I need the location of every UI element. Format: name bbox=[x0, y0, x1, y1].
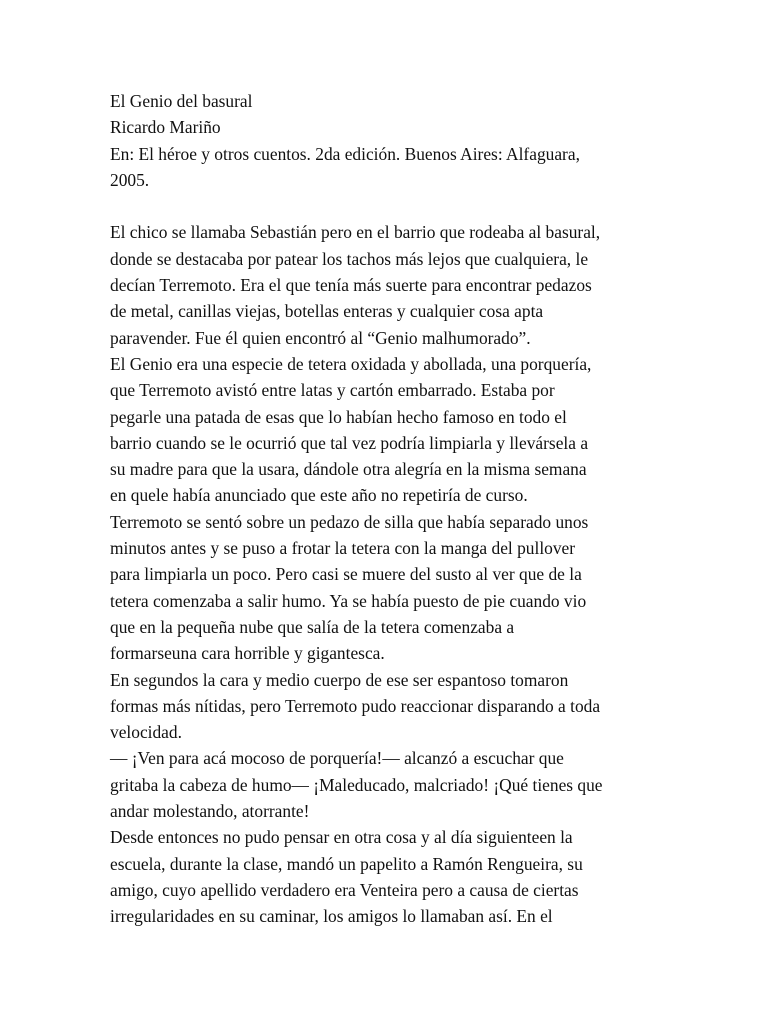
blank-line bbox=[110, 193, 670, 219]
body-line: escuela, durante la clase, mandó un papelito a Ramón Rengueira, su bbox=[110, 853, 583, 874]
body-line: — ¡Ven para acá mocoso de porquería!— alcanzó a escuchar que bbox=[110, 748, 564, 769]
body-line: para limpiarla un poco. Pero casi se muere del susto al ver que de la bbox=[110, 564, 582, 585]
body-line: de metal, canillas viejas, botellas enteras y cualquier cosa apta bbox=[110, 301, 544, 322]
body-line: En segundos la cara y medio cuerpo de ese ser espantoso tomaron bbox=[110, 669, 569, 690]
body-line: Terremoto se sentó sobre un pedazo de silla que había separado unos bbox=[110, 511, 589, 532]
body-line: andar molestando, atorrante! bbox=[110, 801, 310, 822]
body-line: gritaba la cabeza de humo— ¡Maleducado, malcriado! ¡Qué tienes que bbox=[110, 774, 603, 795]
source-citation-line-2: 2005. bbox=[110, 169, 150, 190]
body-line: amigo, cuyo apellido verdadero era Venteira pero a causa de ciertas bbox=[110, 879, 579, 900]
body-line: su madre para que la usara, dándole otra alegría en la misma semana bbox=[110, 459, 587, 480]
body-line: formarseuna cara horrible y gigantesca. bbox=[110, 643, 385, 664]
body-line: velocidad. bbox=[110, 722, 182, 743]
body-line: paravender. Fue él quien encontró al “Genio malhumorado”. bbox=[110, 327, 531, 348]
body-line: minutos antes y se puso a frotar la tetera con la manga del pullover bbox=[110, 538, 576, 559]
body-line: pegarle una patada de esas que lo habían hecho famoso en todo el bbox=[110, 406, 567, 427]
body-line: en quele había anunciado que este año no repetiría de curso. bbox=[110, 485, 528, 506]
body-line: tetera comenzaba a salir humo. Ya se había puesto de pie cuando vio bbox=[110, 590, 587, 611]
body-line: barrio cuando se le ocurrió que tal vez podría limpiarla y llevársela a bbox=[110, 432, 589, 453]
body-line: El Genio era una especie de tetera oxidada y abollada, una porquería, bbox=[110, 353, 592, 374]
document-text bbox=[110, 88, 670, 930]
body-line: Desde entonces no pudo pensar en otra cosa y al día siguienteen la bbox=[110, 827, 573, 848]
body-line: que Terremoto avistó entre latas y cartón embarrado. Estaba por bbox=[110, 380, 555, 401]
body-line: El chico se llamaba Sebastián pero en el barrio que rodeaba al basural, bbox=[110, 222, 601, 243]
story-author: Ricardo Mariño bbox=[110, 117, 221, 138]
body-line: formas más nítidas, pero Terremoto pudo reaccionar disparando a toda bbox=[110, 695, 601, 716]
body-line: irregularidades en su caminar, los amigos lo llamaban así. En el bbox=[110, 906, 553, 927]
body-line: donde se destacaba por patear los tachos más lejos que cualquiera, le bbox=[110, 248, 589, 269]
body-line: decían Terremoto. Era el que tenía más suerte para encontrar pedazos bbox=[110, 275, 592, 296]
story-title: El Genio del basural bbox=[110, 91, 253, 111]
source-citation-line-1: En: El héroe y otros cuentos. 2da edición. Buenos Aires: Alfaguara, bbox=[110, 143, 580, 164]
body-line: que en la pequeña nube que salía de la tetera comenzaba a bbox=[110, 616, 515, 637]
